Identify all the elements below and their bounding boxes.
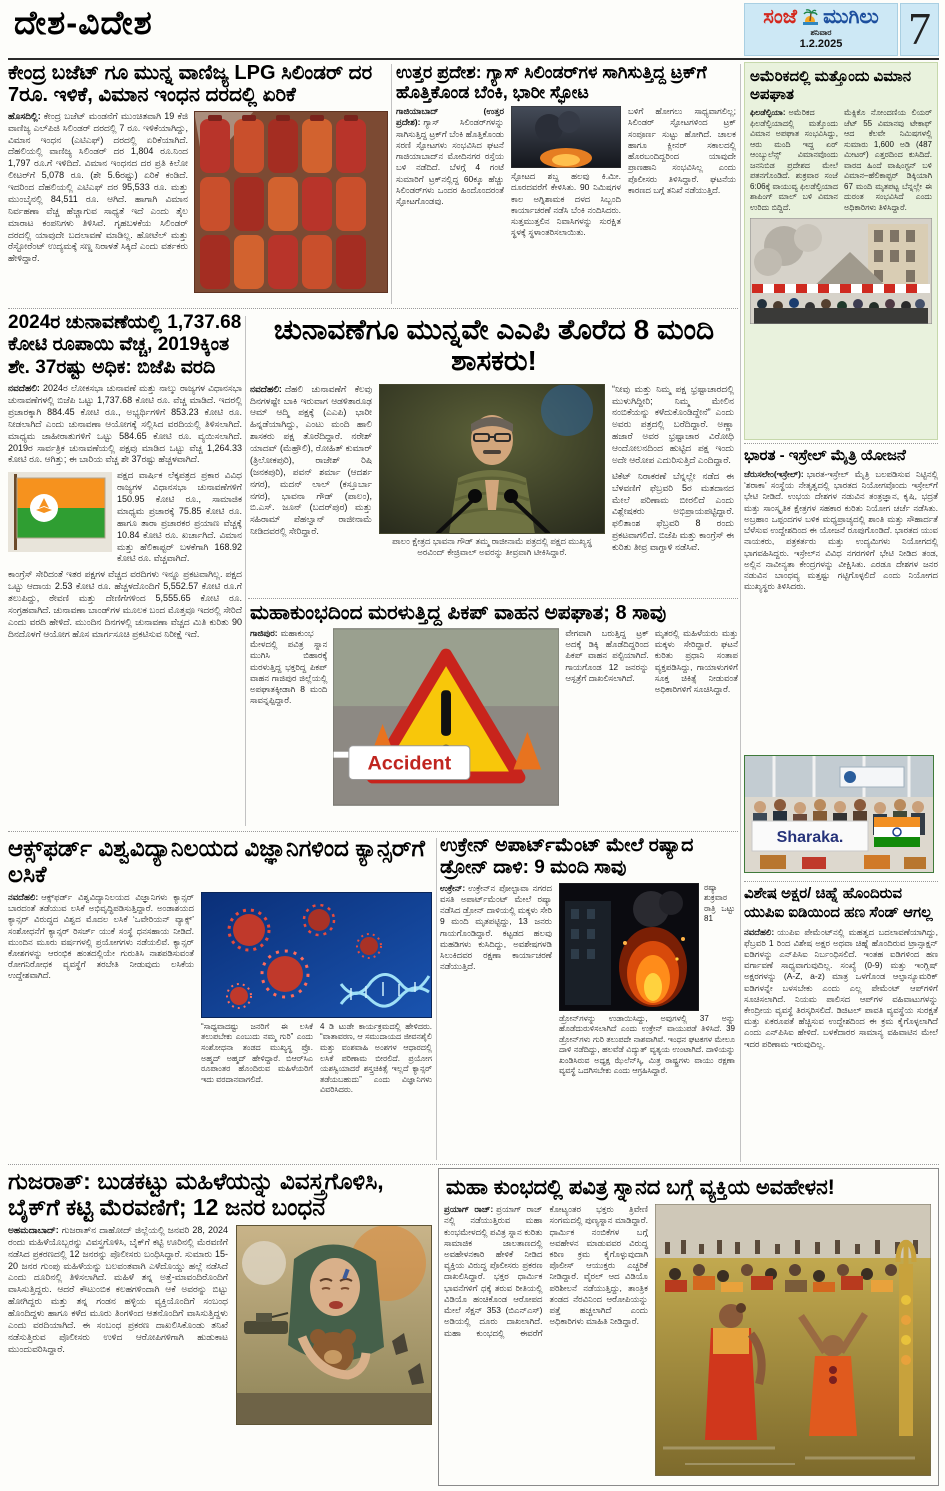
article-body xyxy=(8,111,188,293)
body-text: ಕೇಂದ್ರ ಬಜೆಟ್ ಮಂಡನೆಗೆ ಮುಂಚಿತವಾಗಿ 19 ಕೆಜಿ ವಾಣಿಜ್ಯ ಎಲ್‌ಪಿಜಿ ಸಿಲಿಂಡರ್ ದರದಲ್ಲಿ 7 ರೂ. ಇಳಿಕೆಯಾಗಿದ್ದು, ವಿಮಾನ ಇಂಧನ (ಎಟಿಎಫ್) ದರದಲ್ಲಿ ಏರಿಕೆಯಾಗಿದೆ. ದೆಹಲಿಯಲ್ಲಿ ವಾಣಿಜ್ಯ ಸಿಲಿಂಡರ್ ದರ 1,804 ರೂ.ನಿಂದ 1,797 ರೂ.ಗೆ ಇಳಿದಿದೆ. ವಿಮಾನ ಇಂಧನದ ದರ ಪ್ರತಿ ಕಿಲೋ ಲೀಟರ್‌ಗೆ 5,078 ರೂ. (ಶೇ 5.6ರಷ್ಟು) ಏರಿಕೆ ಕಂಡಿದೆ. ಇದರಿಂದ ದೆಹಲಿಯಲ್ಲಿ ಎಟಿಎಫ್ ದರ 95,533 ರೂ. ಮತ್ತು ಮುಂಬೈನಲ್ಲಿ 84,511 ರೂ. ಆಗಿದೆ. ಹಾಗಾಗಿ ವಿಮಾನ ನಿರ್ವಹಣಾ ವೆಚ್ಚ ಹೆಚ್ಚಾಗುವ ಸಾಧ್ಯತೆ ಇದೆ ಎಂದು ತೈಲ ಮಾರಾಟ ಕಂಪನಿಗಳು ತಿಳಿಸಿವೆ. ಗೃಹಬಳಕೆಯ ಸಿಲಿಂಡರ್ ದರದಲ್ಲಿ ಯಾವುದೇ ಬದಲಾವಣೆ ಮಾಡಿಲ್ಲ. ಹೋಟೆಲ್ ಮತ್ತು ರೆಸ್ಟೋರೆಂಟ್ ಉದ್ಯಮಕ್ಕೆ ಸಣ್ಣ ನಿರಾಳತೆ ಸಿಕ್ಕಿದೆ ಎಂದು ವರ್ತಕರು ಹೇಳಿದ್ದಾರೆ. xyxy=(8,110,188,264)
article-body xyxy=(655,628,738,806)
body-text: ಪ್ರಯಾಗ್ ರಾಜ್ ನಲ್ಲಿ ನಡೆಯುತ್ತಿರುವ ಮಹಾ ಕುಂಭಮೇಳದಲ್ಲಿ ಪವಿತ್ರ ಸ್ನಾನ ಕುರಿತು ಸಾಮಾಜಿಕ ಜಾಲತಾಣದಲ್ಲಿ ಅವಹೇಳನಕಾರಿ ಹೇಳಿಕೆ ನೀಡಿದ ವ್ಯಕ್ತಿಯ ವಿರುದ್ಧ ಪೊಲೀಸರು ಪ್ರಕರಣ ದಾಖಲಿಸಿದ್ದಾರೆ. ಭಕ್ತರ ಧಾರ್ಮಿಕ ಭಾವನೆಗಳಿಗೆ ಧಕ್ಕೆ ತರುವ ರೀತಿಯಲ್ಲಿ ವಿಡಿಯೊ ಹಂಚಿಕೊಂಡ ಆರೋಪದ ಮೇಲೆ ಸೆಕ್ಷನ್ 353 (ಬಿಎನ್‌ಎಸ್) ಅಡಿಯಲ್ಲಿ ದೂರು ದಾಖಲಾಗಿದೆ. ಮಹಾ ಕುಂಭದಲ್ಲಿ ಈವರೆಗೆ ಕೋಟ್ಯಂತರ ಭಕ್ತರು ತ್ರಿವೇಣಿ ಸಂಗಮದಲ್ಲಿ ಪುಣ್ಯಸ್ನಾನ ಮಾಡಿದ್ದಾರೆ. ಧಾರ್ಮಿಕ ನಂಬಿಕೆಗಳ ಬಗ್ಗೆ ಅವಹೇಳನ ಮಾಡುವವರ ವಿರುದ್ಧ ಕಠಿಣ ಕ್ರಮ ಕೈಗೊಳ್ಳುವುದಾಗಿ ಪೊಲೀಸ್ ಆಯುಕ್ತರು ಎಚ್ಚರಿಕೆ ನೀಡಿದ್ದಾರೆ. ವೈರಲ್ ಆದ ವಿಡಿಯೊ ಪರಿಶೀಲನೆ ನಡೆಯುತ್ತಿದ್ದು, ತಾಂತ್ರಿಕ ತಂಡದ ನೆರವಿನಿಂದ ಆರೋಪಿಯನ್ನು ಪತ್ತೆ ಹಚ್ಚಲಾಗಿದೆ ಎಂದು ಅಧಿಕಾರಿಗಳು ಮಾಹಿತಿ ನೀಡಿದ್ದಾರೆ. xyxy=(444,1204,648,1338)
article-body xyxy=(511,171,621,238)
body-text: ಪಕ್ಷದ ವಾರ್ಷಿಕ ಲೆಕ್ಕಪತ್ರದ ಪ್ರಕಾರ ವಿವಿಧ ರಾಜ್ಯಗಳ ವಿಧಾನಸಭಾ ಚುನಾವಣೆಗಳಿಗೆ 150.95 ಕೋಟಿ ರೂ., ಸಾಮಾಜಿಕ ಮಾಧ್ಯಮ ಪ್ರಚಾರಕ್ಕೆ 75.85 ಕೋಟಿ ರೂ. ಹಾಗೂ ತಾರಾ ಪ್ರಚಾರಕರ ಪ್ರಯಾಣ ವೆಚ್ಚಕ್ಕೆ 10.84 ಕೋಟಿ ರೂ. ಖರ್ಚಾಗಿದೆ. ವಿಮಾನ ಮತ್ತು ಹೆಲಿಕಾಪ್ಟರ್ ಬಳಕೆಗಾಗಿ 168.92 ಕೋಟಿ ರೂ. ವೆಚ್ಚವಾಗಿದೆ. xyxy=(117,470,242,564)
dateline: ಫಿಲಡೆಲ್ಫಿಯಾ: xyxy=(750,108,786,117)
body-text: ಗ್ಯಾಸ್ ಸಿಲಿಂಡರ್‌ಗಳನ್ನು ಸಾಗಿಸುತ್ತಿದ್ದ ಟ್ರಕ್‌ಗೆ ಬೆಂಕಿ ಹೊತ್ತಿಕೊಂಡು ಸರಣಿ ಸ್ಫೋಟಗಳು ಸಂಭವಿಸಿದ ಘಟನೆ ಗಾಜಿಯಾಬಾದ್‌ನ ಮೋದಿನಗರ ರಸ್ತೆಯ ಬಳಿ ನಡೆದಿದೆ. ಬೆಳಗ್ಗೆ 4 ಗಂಟೆ ಸುಮಾರಿಗೆ ಟ್ರಕ್‌ನಲ್ಲಿದ್ದ 60ಕ್ಕೂ ಹೆಚ್ಚು ಸಿಲಿಂಡರ್‌ಗಳು ಒಂದರ ಹಿಂದೊಂದರಂತೆ ಸ್ಫೋಟಗೊಂಡವು. xyxy=(396,117,504,206)
body-text: “ಸಾಧ್ಯವಾದಷ್ಟು ಜನರಿಗೆ ಈ ಲಸಿಕೆ ತಲುಪಬೇಕು ಎಂಬುದು ನಮ್ಮ ಗುರಿ” ಎಂದು ಸಂಶೋಧನಾ ತಂಡದ ಮುಖ್ಯಸ್ಥ ಪ್ರೊ. ಅಹ್ಮದ್ ಅಹ್ಮದ್ ಹೇಳಿದ್ದಾರೆ. ಬಿಆರ್‌ಸಿಎ ರೂಪಾಂತರ ಹೊಂದಿರುವ ಮಹಿಳೆಯರಿಗೆ ಇದು ವರದಾನವಾಗಲಿದೆ. xyxy=(201,1021,313,1084)
dateline: ನವದೆಹಲಿ: xyxy=(250,383,282,394)
article-us-plane-crash xyxy=(744,62,938,440)
column-divider xyxy=(740,64,741,1162)
body-text: ದೆಹಲಿ ಚುನಾವಣೆಗೆ ಕೆಲವು ದಿನಗಳಷ್ಟೇ ಬಾಕಿ ಇರುವಾಗ ಆಡಳಿತಾರೂಢ ಆಮ್ ಆದ್ಮಿ ಪಕ್ಷಕ್ಕೆ (ಎಎಪಿ) ಭಾರೀ ಹಿನ್ನಡೆಯಾಗಿದ್ದು, ಎಂಟು ಮಂದಿ ಹಾಲಿ ಶಾಸಕರು ಪಕ್ಷ ತೊರೆದಿದ್ದಾರೆ. ನರೇಶ್ ಯಾದವ್ (ಮೆಹ್ರೌಲಿ), ರೋಹಿತ್ ಕುಮಾರ್ (ತ್ರಿಲೋಕಪುರಿ), ರಾಜೇಶ್ ರಿಷಿ (ಜನಕಪುರಿ), ಪವನ್ ಶರ್ಮಾ (ಆದರ್ಶ ನಗರ), ಮದನ್ ಲಾಲ್ (ಕಸ್ತೂರ್ಬಾ ನಗರ), ಭಾವನಾ ಗೌಡ್ (ಪಾಲಂ), ಬಿ.ಎಸ್. ಜೂನ್ (ಬದರ್‌ಪುರ) ಮತ್ತು ಸಹಿರಾಮ್ ಪೆಹಲ್ವಾನ್ ರಾಜೀನಾಮೆ ನೀಡಿದವರಲ್ಲಿ ಸೇರಿದ್ದಾರೆ. xyxy=(250,383,372,537)
article-body xyxy=(440,883,552,1077)
headline: ಉತ್ತರ ಪ್ರದೇಶ: ಗ್ಯಾಸ್ ಸಿಲಿಂಡರ್‌ಗಳ ಸಾಗಿಸುತ್ತಿದ್ದ ಟ್ರಕ್‌ಗೆ ಹೊತ್ತಿಕೊಂಡ ಬೆಂಕಿ, ಭಾರೀ ಸ್ಫೋಟ xyxy=(396,62,707,103)
article-body xyxy=(744,927,938,1050)
body-text: 4 ಡಿ ಟುಡೇ ಕಾರ್ಯಕ್ರಮದಲ್ಲಿ ಹೇಳಿದರು. “ವಾತಾವರಣ, ಆ ಸಮುದಾಯದ ಜೀವನಶೈಲಿ ಮತ್ತು ವಂಶವಾಹಿ ಅಂಶಗಳ ಆಧಾರದಲ್ಲಿ ಲಸಿಕೆ ಪರಿಣಾಮ ಬೀರಲಿದೆ. ಪ್ರಯೋಗ ಯಶಸ್ವಿಯಾದರೆ ಶಸ್ತ್ರಚಿಕಿತ್ಸೆ ಇಲ್ಲದೆ ಕ್ಯಾನ್ಸರ್ ತಡೆಯಬಹುದು” ಎಂದು ವಿಜ್ಞಾನಿಗಳು ವಿವರಿಸಿದರು. xyxy=(320,1021,432,1095)
article-body xyxy=(750,108,838,213)
sharaka-banner-text: Sharaka. xyxy=(776,829,844,846)
body-text: ಭಾರತ-ಇಸ್ರೇಲ್ ಮೈತ್ರಿ ಬಲಪಡಿಸುವ ನಿಟ್ಟಿನಲ್ಲಿ ‘ಶರಾಕಾ’ ಸಂಸ್ಥೆಯ ನೇತೃತ್ವದಲ್ಲಿ ಭಾರತದ ನಿಯೋಗವೊಂದು ಇಸ್ರೇಲ್‌ಗೆ ಭೇಟಿ ನೀಡಿದೆ. ಉಭಯ ದೇಶಗಳ ನಡುವಿನ ತಂತ್ರಜ್ಞಾನ, ಕೃಷಿ, ಭದ್ರತೆ ಮತ್ತು ಸಾಂಸ್ಕೃತಿಕ ಕ್ಷೇತ್ರಗಳ ಸಹಕಾರ ಕುರಿತು ನಿಯೋಗ ಚರ್ಚೆ ನಡೆಸಿತು. ಅಬ್ರಹಾಂ ಒಪ್ಪಂದಗಳ ಬಳಿಕ ಮಧ್ಯಪ್ರಾಚ್ಯದಲ್ಲಿ ಶಾಂತಿ ಮತ್ತು ಸೌಹಾರ್ದತೆ ಬೆಳೆಸುವ ಉದ್ದೇಶದಿಂದ ಈ ಯೋಜನೆ ರೂಪುಗೊಂಡಿದೆ. ಭಾರತದ ಯುವ ನಾಯಕರು, ಪತ್ರಕರ್ತರು ಮತ್ತು ಉದ್ಯಮಿಗಳು ನಿಯೋಗದಲ್ಲಿ ಭಾಗವಹಿಸಿದ್ದರು. ಇಸ್ರೇಲ್‌ನ ವಿವಿಧ ನಗರಗಳಿಗೆ ಭೇಟಿ ನೀಡಿದ ತಂಡ, ಅಲ್ಲಿನ ನಾವೀನ್ಯತಾ ಕೇಂದ್ರಗಳನ್ನು ವೀಕ್ಷಿಸಿತು. ಎರಡೂ ದೇಶಗಳ ಜನರ ನಡುವಿನ ಬಾಂಧವ್ಯ ಮತ್ತಷ್ಟು ಗಟ್ಟಿಗೊಳ್ಳಲಿದೆ ಎಂದು ನಿಯೋಗದ ಮುಖ್ಯಸ್ಥರು ತಿಳಿಸಿದರು. xyxy=(744,469,938,592)
lpg-cylinders-image xyxy=(194,111,388,293)
article-gujarat-tribal-woman xyxy=(8,1168,432,1486)
dateline: ಉಕ್ರೇನ್: xyxy=(440,882,466,893)
accident-sign-label: Accident xyxy=(367,752,452,775)
body-text: ಮಹಾಕುಂಭ ಮೇಳದಲ್ಲಿ ಪವಿತ್ರ ಸ್ನಾನ ಮುಗಿಸಿ ಬಿಹಾರಕ್ಕೆ ಮರಳುತ್ತಿದ್ದ ಭಕ್ತರಿದ್ದ ಪಿಕಪ್ ವಾಹನ ಗಾಜಿಪುರ ಜಿಲ್ಲೆಯಲ್ಲಿ ಅಪಘಾತಕ್ಕೀಡಾಗಿ 8 ಮಂದಿ ಸಾವನ್ನಪ್ಪಿದ್ದಾರೆ. xyxy=(250,628,328,706)
body-text: ಗುಜರಾತ್‌ನ ದಾಹೋದ್ ಜಿಲ್ಲೆಯಲ್ಲಿ ಜನವರಿ 28, 2024 ರಂದು ಮಹಿಳೆಯೊಬ್ಬರನ್ನು ವಿವಸ್ತ್ರಗೊಳಿಸಿ, ಬೈಕ್‌ಗೆ ಕಟ್ಟಿ ಊರಿನಲ್ಲಿ ಮೆರವಣಿಗೆ ನಡೆಸಿದ ಪ್ರಕರಣದಲ್ಲಿ 12 ಜನರನ್ನು ಪೊಲೀಸರು ಬಂಧಿಸಿದ್ದಾರೆ. ಸುಮಾರು 15-20 ಜನರ ಗುಂಪು ಮಹಿಳೆಯನ್ನು ಬಲವಂತವಾಗಿ ಎಳೆದೊಯ್ದು ಹಲ್ಲೆ ನಡೆಸಿದೆ ಎಂದು ದೂರಿನಲ್ಲಿ ತಿಳಿಸಲಾಗಿದೆ. ಮಹಿಳೆ ತನ್ನ ಅತ್ತೆ-ಮಾವಂದಿರೊಂದಿಗೆ ವಾಸಿಸುತ್ತಿದ್ದರು. ಆದರೆ ಕೌಟುಂಬಿಕ ಕಲಹಗಳಿಂದಾಗಿ ಆಕೆ ಅವರನ್ನು ಬಿಟ್ಟು ಹೋಗಿದ್ದರು ಮತ್ತು ತನ್ನ ಗಂಡನ ಹಳ್ಳಿಯ ವ್ಯಕ್ತಿಯೊಂದಿಗೆ ಸಂಬಂಧ ಹೊಂದಿದ್ದಳು ಹಾಗೂ ಕಳೆದ ಮೂರು ತಿಂಗಳಿಂದ ಆತನೊಂದಿಗೆ ವಾಸಿಸುತ್ತಿದ್ದಳು ಎಂದು ವರದಿಯಾಗಿದೆ. ಈ ಸಂಬಂಧ ಪ್ರಕರಣ ದಾಖಲಿಸಿಕೊಂಡು ತನಿಖೆ ನಡೆಸುತ್ತಿರುವ ಪೊಲೀಸರು ಉಳಿದ ಆರೋಪಿಗಳಿಗಾಗಿ ಹುಡುಕಾಟ ಮುಂದುವರಿಸಿದ್ದಾರೆ. xyxy=(8,1224,228,1354)
article-body xyxy=(201,1022,313,1096)
truck-fire-image xyxy=(511,106,621,168)
masthead-name-red: ಸಂಜೆ xyxy=(763,6,797,28)
headline: ಚುನಾವಣೆಗೂ ಮುನ್ನವೇ ಎಎಪಿ ತೊರೆದ 8 ಮಂದಿ ಶಾಸಕರು! xyxy=(273,314,715,377)
column-divider xyxy=(245,316,246,826)
article-body xyxy=(444,1204,648,1472)
headline: ಭಾರತ - ಇಸ್ರೇಲ್ ಮೈತ್ರಿ ಯೋಜನೆ xyxy=(744,447,906,464)
body-text: ಯುಪಿಐ ಪೇಮೆಂಟ್‌ನಲ್ಲಿ ಮಹತ್ವದ ಬದಲಾವಣೆಯಾಗಿದ್ದು, ಫೆಬ್ರವರಿ 1 ರಿಂದ ವಿಶೇಷ ಅಕ್ಷರ ಅಥವಾ ಚಿಹ್ನೆ ಹೊಂದಿರುವ ಟ್ರಾನ್ಸಾಕ್ಷನ್ ಐಡಿಗಳನ್ನು ಎನ್‌ಪಿಸಿಐ ನಿರ್ಬಂಧಿಸಲಿದೆ. ಇಂತಹ ಐಡಿಗಳಿಂದ ಹಣ ವರ್ಗಾವಣೆ ಸಾಧ್ಯವಾಗುವುದಿಲ್ಲ. ಸಂಖ್ಯೆ (0-9) ಮತ್ತು ಇಂಗ್ಲಿಷ್ ಅಕ್ಷರಗಳನ್ನು (A-Z, a-z) ಮಾತ್ರ ಒಳಗೊಂಡ ಆಲ್ಫಾನ್ಯೂಮರಿಕ್ ಐಡಿಗಳನ್ನೇ ಬಳಸಬೇಕು ಎಂದು ಎಲ್ಲ ಪೇಮೆಂಟ್ ಆಪ್‌ಗಳಿಗೆ ಸೂಚಿಸಲಾಗಿದೆ. ನಿಯಮ ಪಾಲಿಸದ ಆಪ್‌ಗಳ ವಹಿವಾಟುಗಳನ್ನು ಕೇಂದ್ರೀಯ ವ್ಯವಸ್ಥೆ ತಿರಸ್ಕರಿಸಲಿದೆ. ಡಿಜಿಟಲ್ ಪಾವತಿ ವ್ಯವಸ್ಥೆಯ ಸುರಕ್ಷತೆ ಮತ್ತು ಏಕರೂಪತೆ ಹೆಚ್ಚಿಸುವ ಉದ್ದೇಶದಿಂದ ಈ ಕ್ರಮ ಕೈಗೊಳ್ಳಲಾಗಿದೆ ಎಂದು ಎನ್‌ಪಿಸಿಐ ಹೇಳಿದೆ. ಬಳಕೆದಾರರ ಸಾಮಾನ್ಯ ವಹಿವಾಟಿನ ಮೇಲೆ ಇದರ ಪರಿಣಾಮ ಇರುವುದಿಲ್ಲ. xyxy=(744,926,938,1049)
column-divider xyxy=(436,838,437,1160)
article-india-israel xyxy=(744,447,938,879)
body-text: ಟಿಕೆಟ್ ನಿರಾಕರಣೆ ಬೆನ್ನಲ್ಲೇ ನಡೆದ ಈ ಬೆಳವಣಿಗೆ ಫೆಬ್ರವರಿ 5ರ ಮತದಾನದ ಮೇಲೆ ಪರಿಣಾಮ ಬೀರಲಿದೆ ಎಂದು ವಿಶ್ಲೇಷಕರು ಅಭಿಪ್ರಾಯಪಟ್ಟಿದ್ದಾರೆ. ಫಲಿತಾಂಶ ಫೆಬ್ರವರಿ 8 ರಂದು ಪ್ರಕಟವಾಗಲಿದೆ. ಬಿಜೆಪಿ ಮತ್ತು ಕಾಂಗ್ರೆಸ್ ಈ ಕುರಿತು ತೀವ್ರ ವಾಗ್ದಾಳಿ ನಡೆಸಿವೆ. xyxy=(612,470,734,553)
section-divider xyxy=(8,831,738,832)
article-ukraine-drone-attack xyxy=(440,835,738,1161)
dateline: ಜೆರುಸಲೇಂ(ಇಸ್ರೇಲ್): xyxy=(744,469,804,479)
dateline: ನವದೆಹಲಿ: xyxy=(744,926,775,937)
body-text: ಸ್ಫೋಟದ ಶಬ್ದ ಹಲವು ಕಿ.ಮೀ. ದೂರದವರೆಗೆ ಕೇಳಿಸಿತು. 90 ನಿಮಿಷಗಳ ಕಾಲ ಅಗ್ನಿಶಾಮಕ ದಳದ ಸಿಬ್ಬಂದಿ ಕಾರ್ಯಾಚರಣೆ ನಡೆಸಿ ಬೆಂಕಿ ನಂದಿಸಿದರು. ಸುತ್ತಮುತ್ತಲಿನ ನಿವಾಸಿಗಳನ್ನು ಸುರಕ್ಷಿತ ಸ್ಥಳಕ್ಕೆ ಸ್ಥಳಾಂತರಿಸಲಾಯಿತು. xyxy=(511,171,621,238)
article-oxford-cancer-vaccine xyxy=(8,835,432,1161)
section-divider xyxy=(744,881,938,882)
dateline: ಗಾಜಿಯಾಬಾದ್ (ಉತ್ತರ ಪ್ರದೇಶ): xyxy=(396,106,504,128)
masthead-name-blue: ಮುಗಿಲು xyxy=(823,6,879,28)
dateline: ನವದೆಹಲಿ: xyxy=(8,383,40,394)
article-body xyxy=(320,1022,432,1096)
body-text: ಮೃತರಲ್ಲಿ ಮಹಿಳೆಯರು ಮತ್ತು ಮಕ್ಕಳು ಸೇರಿದ್ದಾರೆ. ಘಟನೆ ಕುರಿತು ಪ್ರಧಾನಿ ಸಂತಾಪ ವ್ಯಕ್ತಪಡಿಸಿದ್ದು, ಗಾಯಾಳುಗಳಿಗೆ ಸೂಕ್ತ ಚಿಕಿತ್ಸೆ ನೀಡುವಂತೆ ಅಧಿಕಾರಿಗಳಿಗೆ ಸೂಚಿಸಿದ್ದಾರೆ. xyxy=(654,628,738,695)
headline: ಆಕ್ಸ್‌ಫರ್ಡ್ ವಿಶ್ವವಿದ್ಯಾನಿಲಯದ ವಿಜ್ಞಾನಿಗಳಿಂದ ಕ್ಯಾನ್ಸರ್‌ಗೆ ಲಸಿಕೆ xyxy=(8,835,425,888)
headline: ಗುಜರಾತ್: ಬುಡಕಟ್ಟು ಮಹಿಳೆಯನ್ನು ವಿವಸ್ತ್ರಗೊಳಿಸಿ, ಬೈಕ್‌ಗೆ ಕಟ್ಟಿ ಮೆರವಣಿಗೆ; 12 ಜನರ ಬಂಧನ xyxy=(8,1168,384,1221)
body-text: ಮೆಕ್ಸಿಕೊ ನೋಂದಣಿಯ ಲಿಯರ್ ಜೆಟ್ 55 ವಿಮಾನವು ಟೇಕಾಫ್ ಆದ ಕೆಲವೇ ನಿಮಿಷಗಳಲ್ಲಿ ಸುಮಾರು 1,600 ಅಡಿ (487 ಮೀಟರ್) ಎತ್ತರದಿಂದ ಕುಸಿದಿದೆ. ವಾರದ ಹಿಂದೆ ವಾಷಿಂಗ್ಟನ್ ಬಳಿ ವಿಮಾನ–ಹೆಲಿಕಾಪ್ಟರ್ ಡಿಕ್ಕಿಯಾಗಿ 67 ಮಂದಿ ಮೃತಪಟ್ಟ ಬೆನ್ನಲ್ಲೇ ಈ ದುರಂತ ಸಂಭವಿಸಿದೆ ಎಂದು ಅಧಿಕಾರಿಗಳು ತಿಳಿಸಿದ್ದಾರೆ. xyxy=(844,108,932,212)
column-divider xyxy=(391,64,392,304)
photo-caption: ಪಾಲಂ ಕ್ಷೇತ್ರದ ಭಾವನಾ ಗೌಡ್ ತಮ್ಮ ರಾಜೀನಾಮೆ ಪತ್ರದಲ್ಲಿ ಪಕ್ಷದ ಮುಖ್ಯಸ್ಥ ಅರವಿಂದ್ ಕೇಜ್ರಿವಾಲ್ ಅವರನ್ನು ತೀವ್ರವಾಗಿ ಟೀಕಿಸಿದ್ದಾರೆ. xyxy=(392,535,592,557)
dateline: ನವದೆಹಲಿ: xyxy=(8,891,39,902)
kumbh-holy-dip-photo xyxy=(655,1204,931,1476)
article-body xyxy=(628,106,736,238)
page-number: 7 xyxy=(900,3,939,56)
body-text: ಅಮೆರಿಕದ ಫಿಲಡೆಲ್ಫಿಯಾದಲ್ಲಿ ಮತ್ತೊಂದು ವಿಮಾನ ಅಪಘಾತ ಸಂಭವಿಸಿದ್ದು, ಆರು ಮಂದಿ ಇದ್ದ ಏರ್ ಆಂಬ್ಯುಲೆನ್ಸ್ ವಿಮಾನವೊಂದು ಜನನಿಬಿಡ ಪ್ರದೇಶದ ಮೇಲೆ ಪತನಗೊಂಡಿದೆ. ಶುಕ್ರವಾರ ಸಂಜೆ 6:06ಕ್ಕೆ ವಾಯುವ್ಯ ಫಿಲಡೆಲ್ಫಿಯಾದ ಶಾಪಿಂಗ್ ಮಾಲ್ ಬಳಿ ವಿಮಾನ ಉರಿದು ಬಿದ್ದಿದೆ. xyxy=(750,108,839,212)
plane-crash-site-image xyxy=(750,218,932,324)
header-divider xyxy=(8,58,939,60)
article-body xyxy=(565,628,648,806)
headline: ಮಹಾ ಕುಂಭದಲ್ಲಿ ಪವಿತ್ರ ಸ್ನಾನದ ಬಗ್ಗೆ ವ್ಯಕ್ತಿಯ ಅವಹೇಳನ! xyxy=(446,1176,835,1199)
dateline: ಹೊಸದಿಲ್ಲಿ: xyxy=(8,110,41,121)
dateline: ಗಾಜಿಪುರ: xyxy=(250,628,278,638)
article-pickup-accident xyxy=(250,602,738,828)
body-text: ಇಂಧನ ಘಟಕಗಳ ಮೇಲೂ ದಾಳಿ ನಡೆದಿದ್ದು, ಹಲವೆಡೆ ವಿದ್ಯುತ್ ವ್ಯತ್ಯಯ ಉಂಟಾಗಿದೆ. ದಾಳಿಯನ್ನು ಖಂಡಿಸಿರುವ ಅಧ್ಯಕ್ಷ ಝೆಲೆನ್‌ಸ್ಕಿ, ಮಿತ್ರ ರಾಷ್ಟ್ರಗಳು ವಾಯು ರಕ್ಷಣಾ ವ್ಯವಸ್ಥೆ ಒದಗಿಸಬೇಕು ಎಂದು ಆಗ್ರಹಿಸಿದ್ದಾರೆ. xyxy=(559,1034,735,1076)
headline: 2024ರ ಚುನಾವಣೆಯಲ್ಲಿ 1,737.68 ಕೋಟಿ ರೂಪಾಯಿ ವೆಚ್ಚ, 2019ಕ್ಕಿಂತ ಶೇ. 37ರಷ್ಟು ಅಧಿಕ: ಬಿಜೆಪಿ ವರದಿ xyxy=(8,312,242,378)
headline: ಉಕ್ರೇನ್ ಅಪಾರ್ಟ್‌ಮೆಂಟ್ ಮೇಲೆ ರಷ್ಯಾದ ಡ್ರೋನ್ ದಾಳಿ: 9 ಮಂದಿ ಸಾವು xyxy=(440,835,694,878)
body-text: ರಷ್ಯಾ ಶುಕ್ರವಾರ ರಾತ್ರಿ ಒಟ್ಟು 81 ಡ್ರೋನ್‌ಗಳನ್ನು ಉಡಾಯಿಸಿದ್ದು, ಅವುಗಳಲ್ಲಿ 37 ಅನ್ನು ಹೊಡೆದುರುಳಿಸಲಾಗಿದೆ ಎಂದು ಉಕ್ರೇನ್ ವಾಯುಪಡೆ ತಿಳಿಸಿದೆ. 39 ಡ್ರೋನ್‌ಗಳು ಗುರಿ ತಲುಪದೇ ನಾಶವಾಗಿವೆ. xyxy=(559,882,735,1044)
accident-sign-image xyxy=(333,628,559,806)
sharaka-delegation-photo xyxy=(744,755,934,873)
masthead-date: 1.2.2025 xyxy=(799,38,843,50)
section-divider xyxy=(8,1164,939,1165)
headline: ಕೇಂದ್ರ ಬಜೆಟ್ ಗೂ ಮುನ್ನ ವಾಣಿಜ್ಯ LPG ಸಿಲಿಂಡರ್ ದರ 7ರೂ. ಇಳಿಕೆ, ವಿಮಾನ ಇಂಧನ ದರದಲ್ಲಿ ಏರಿಕೆ xyxy=(8,62,373,107)
article-body xyxy=(250,384,372,558)
article-aap-mla-resign xyxy=(250,314,738,596)
drone-strike-fire-image xyxy=(559,883,699,1011)
palm-sunset-icon xyxy=(803,9,818,25)
body-text: ಉಕ್ರೇನ್‌ನ ಪೋಲ್ಟಾವಾ ನಗರದ ವಸತಿ ಅಪಾರ್ಟ್‌ಮೆಂಟ್ ಮೇಲೆ ರಷ್ಯಾ ನಡೆಸಿದ ಡ್ರೋನ್ ದಾಳಿಯಲ್ಲಿ ಮಕ್ಕಳು ಸೇರಿ 9 ಮಂದಿ ಮೃತಪಟ್ಟಿದ್ದು, 13 ಜನರು ಗಾಯಗೊಂಡಿದ್ದಾರೆ. ಕಟ್ಟಡದ ಹಲವು ಮಹಡಿಗಳು ಕುಸಿದಿದ್ದು, ಅವಶೇಷಗಳಡಿ ಸಿಲುಕಿದವರ ರಕ್ಷಣಾ ಕಾರ್ಯಾಚರಣೆ ನಡೆಯುತ್ತಿದೆ. xyxy=(440,882,552,972)
kejriwal-speech-photo xyxy=(379,384,605,534)
article-body xyxy=(396,106,504,238)
article-body xyxy=(8,892,194,1096)
masthead xyxy=(744,3,898,56)
article-election-expenditure xyxy=(8,312,242,830)
body-text: ವೇಗವಾಗಿ ಬರುತ್ತಿದ್ದ ಟ್ರಕ್ ಅದಕ್ಕೆ ಡಿಕ್ಕಿ ಹೊಡೆದಿದ್ದರಿಂದ ಪಿಕಪ್ ವಾಹನ ಪಲ್ಟಿಯಾಗಿದೆ. ಗಾಯಗೊಂಡ 12 ಜನರನ್ನು ಆಸ್ಪತ್ರೆಗೆ ದಾಖಲಿಸಲಾಗಿದೆ. xyxy=(565,628,649,683)
page-title: ದೇಶ-ವಿದೇಶ xyxy=(14,4,153,41)
article-body xyxy=(744,469,938,751)
body-text: “ನೀವು ಮತ್ತು ನಿಮ್ಮ ಪಕ್ಷ ಭ್ರಷ್ಟಾಚಾರದಲ್ಲಿ ಮುಳುಗಿದ್ದೀರಿ; ನಿಮ್ಮ ಮೇಲಿನ ನಂಬಿಕೆಯನ್ನು ಕಳೆದುಕೊಂಡಿದ್ದೇನೆ” ಎಂದು ಅವರು ಪತ್ರದಲ್ಲಿ ಬರೆದಿದ್ದಾರೆ. ಅಣ್ಣಾ ಹಜಾರೆ ಅವರ ಭ್ರಷ್ಟಾಚಾರ ವಿರೋಧಿ ಆಂದೋಲನದಿಂದ ಹುಟ್ಟಿದ ಪಕ್ಷ ಇಂದು ಅದೇ ಆರೋಪ ಎದುರಿಸುತ್ತಿದೆ ಎಂದಿದ್ದಾರೆ. xyxy=(612,383,734,465)
article-kumbh-insult xyxy=(438,1168,939,1486)
article-body xyxy=(8,1225,228,1425)
article-upi-special-characters xyxy=(744,885,938,1161)
body-text: ಆಕ್ಸ್‌ಫರ್ಡ್ ವಿಶ್ವವಿದ್ಯಾನಿಲಯದ ವಿಜ್ಞಾನಿಗಳು ಕ್ಯಾನ್ಸರ್ ಬಾರದಂತೆ ತಡೆಯುವ ಲಸಿಕೆ ಅಭಿವೃದ್ಧಿಪಡಿಸುತ್ತಿದ್ದಾರೆ. ಅಂಡಾಶಯದ ಕ್ಯಾನ್ಸರ್ ವಿರುದ್ಧದ ವಿಶ್ವದ ಮೊದಲ ಲಸಿಕೆ ‘ಒವೇರಿಯನ್ ವ್ಯಾಕ್ಸ್’ ಸಂಶೋಧನೆಗೆ ಕ್ಯಾನ್ಸರ್ ರಿಸರ್ಚ್ ಯುಕೆ ಸಂಸ್ಥೆ ಧನಸಹಾಯ ನೀಡಿದೆ. ಮುಂದಿನ ಮೂರು ವರ್ಷಗಳಲ್ಲಿ ಪ್ರಯೋಗಗಳು ನಡೆಯಲಿವೆ. ಕ್ಯಾನ್ಸರ್ ಕೋಶಗಳನ್ನು ಆರಂಭಿಕ ಹಂತದಲ್ಲಿಯೇ ಗುರುತಿಸಿ ನಾಶಪಡಿಸುವಂತೆ ರೋಗನಿರೋಧಕ ವ್ಯವಸ್ಥೆಗೆ ತರಬೇತಿ ನೀಡುವುದು ಲಸಿಕೆಯ ಉದ್ದೇಶವಾಗಿದೆ. xyxy=(8,891,194,981)
article-lpg-price xyxy=(8,62,388,306)
body-text: ಬಳಿಗೆ ಹೋಗಲು ಸಾಧ್ಯವಾಗಲಿಲ್ಲ; ಸಿಲಿಂಡರ್ ಸ್ಫೋಟಗಳಿಂದ ಟ್ರಕ್ ಸಂಪೂರ್ಣ ಸುಟ್ಟು ಹೋಗಿದೆ. ಚಾಲಕ ಹಾಗೂ ಕ್ಲೀನರ್ ಸಕಾಲದಲ್ಲಿ ಹೊರಬಂದಿದ್ದರಿಂದ ಯಾವುದೇ ಪ್ರಾಣಹಾನಿ ಸಂಭವಿಸಿಲ್ಲ ಎಂದು ಪೊಲೀಸರು ತಿಳಿಸಿದ್ದಾರೆ. ಘಟನೆಯ ಕಾರಣದ ಬಗ್ಗೆ ತನಿಖೆ ನಡೆಯುತ್ತಿದೆ. xyxy=(628,106,736,195)
article-body xyxy=(250,628,327,806)
article-body xyxy=(844,108,932,213)
section-divider xyxy=(248,598,738,599)
headline: ಅಮೆರಿಕದಲ್ಲಿ ಮತ್ತೊಂದು ವಿಮಾನ ಅಪಘಾತ xyxy=(750,68,912,103)
dateline: ಅಹಮದಾಬಾದ್: xyxy=(8,1224,59,1235)
section-divider xyxy=(8,308,738,309)
dateline: ಪ್ರಯಾಗ್ ರಾಜ್: xyxy=(444,1204,494,1215)
body-text: ಕಾಂಗ್ರೆಸ್ ಸೇರಿದಂತೆ ಇತರ ಪಕ್ಷಗಳ ವೆಚ್ಚದ ವರದಿಗಳು ಇನ್ನೂ ಪ್ರಕಟವಾಗಿಲ್ಲ. ಪಕ್ಷದ ಒಟ್ಟು ಆದಾಯ 2.53 ಕೋಟಿ ರೂ. ಹೆಚ್ಚಳದೊಂದಿಗೆ 5,552.57 ಕೋಟಿ ರೂ.ಗೆ ತಲುಪಿದ್ದು, ಠೇವಣಿ ಮತ್ತು ದೇಣಿಗೆಗಳಿಂದ 5,555.65 ಕೋಟಿ ರೂ. ಸಂಗ್ರಹವಾಗಿದೆ. ಚುನಾವಣಾ ಬಾಂಡ್‌ಗಳ ಮೂಲಕ ಬಂದ ಮೊತ್ತವೂ ಇದರಲ್ಲಿ ಸೇರಿದೆ ಎಂದು ವರದಿ ಹೇಳಿದೆ. ಮುಂದಿನ ದಿನಗಳಲ್ಲಿ ಚುನಾವಣಾ ವೆಚ್ಚದ ಮಿತಿ ಕುರಿತು 90 ದಿನದೊಳಗೆ ಆಯೋಗ ಹೊಸ ಮಾರ್ಗಸೂಚಿ ಪ್ರಕಟಿಸುವ ನಿರೀಕ್ಷೆ ಇದೆ. xyxy=(8,569,242,639)
cancer-vaccine-dna-image xyxy=(201,892,432,1018)
body-text: 2024ರ ಲೋಕಸಭಾ ಚುನಾವಣೆ ಮತ್ತು ನಾಲ್ಕು ರಾಜ್ಯಗಳ ವಿಧಾನಸಭಾ ಚುನಾವಣೆಗಳಲ್ಲಿ ಬಿಜೆಪಿ ಒಟ್ಟು 1,737.68 ಕೋಟಿ ರೂ. ವೆಚ್ಚ ಮಾಡಿದೆ. ಇದರಲ್ಲಿ ಪ್ರಚಾರಕ್ಕಾಗಿ 884.45 ಕೋಟಿ ರೂ., ಅಭ್ಯರ್ಥಿಗಳಿಗೆ 853.23 ಕೋಟಿ ರೂ. ನೀಡಲಾಗಿದೆ ಎಂದು ಚುನಾವಣಾ ಆಯೋಗಕ್ಕೆ ಸಲ್ಲಿಸಿದ ವರದಿಯಲ್ಲಿ ತಿಳಿಸಲಾಗಿದೆ. ಮಾಧ್ಯಮ ಜಾಹೀರಾತುಗಳಿಗೆ ಒಟ್ಟು 584.65 ಕೋಟಿ ರೂ. ವ್ಯಯಿಸಲಾಗಿದೆ. 2019ರ ಸಾರ್ವತ್ರಿಕ ಚುನಾವಣೆಯಲ್ಲಿ ಪಕ್ಷವು ಮಾಡಿದ ಒಟ್ಟು ವೆಚ್ಚ 1,264.33 ಕೋಟಿ ರೂ. ಆಗಿತ್ತು; ಈ ಬಾರಿಯ ವೆಚ್ಚ ಶೇ 37ರಷ್ಟು ಹೆಚ್ಚಳವಾಗಿದೆ. xyxy=(8,383,242,465)
section-divider xyxy=(744,443,938,444)
tribal-woman-artwork xyxy=(236,1225,432,1425)
bjp-flag-image xyxy=(8,472,112,552)
article-body xyxy=(612,384,734,558)
article-up-truck-fire xyxy=(396,62,736,306)
headline: ವಿಶೇಷ ಅಕ್ಷರ/ ಚಿಹ್ನೆ ಹೊಂದಿರುವ ಯುಪಿಐ ಐಡಿಯಿಂದ ಹಣ ಸೆಂಡ್ ಆಗಲ್ಲ xyxy=(744,885,933,921)
masthead-day: ಶನಿವಾರ xyxy=(810,28,832,37)
headline: ಮಹಾಕುಂಭದಿಂದ ಮರಳುತ್ತಿದ್ದ ಪಿಕಪ್ ವಾಹನ ಅಪಘಾತ; 8 ಸಾವು xyxy=(250,602,667,624)
